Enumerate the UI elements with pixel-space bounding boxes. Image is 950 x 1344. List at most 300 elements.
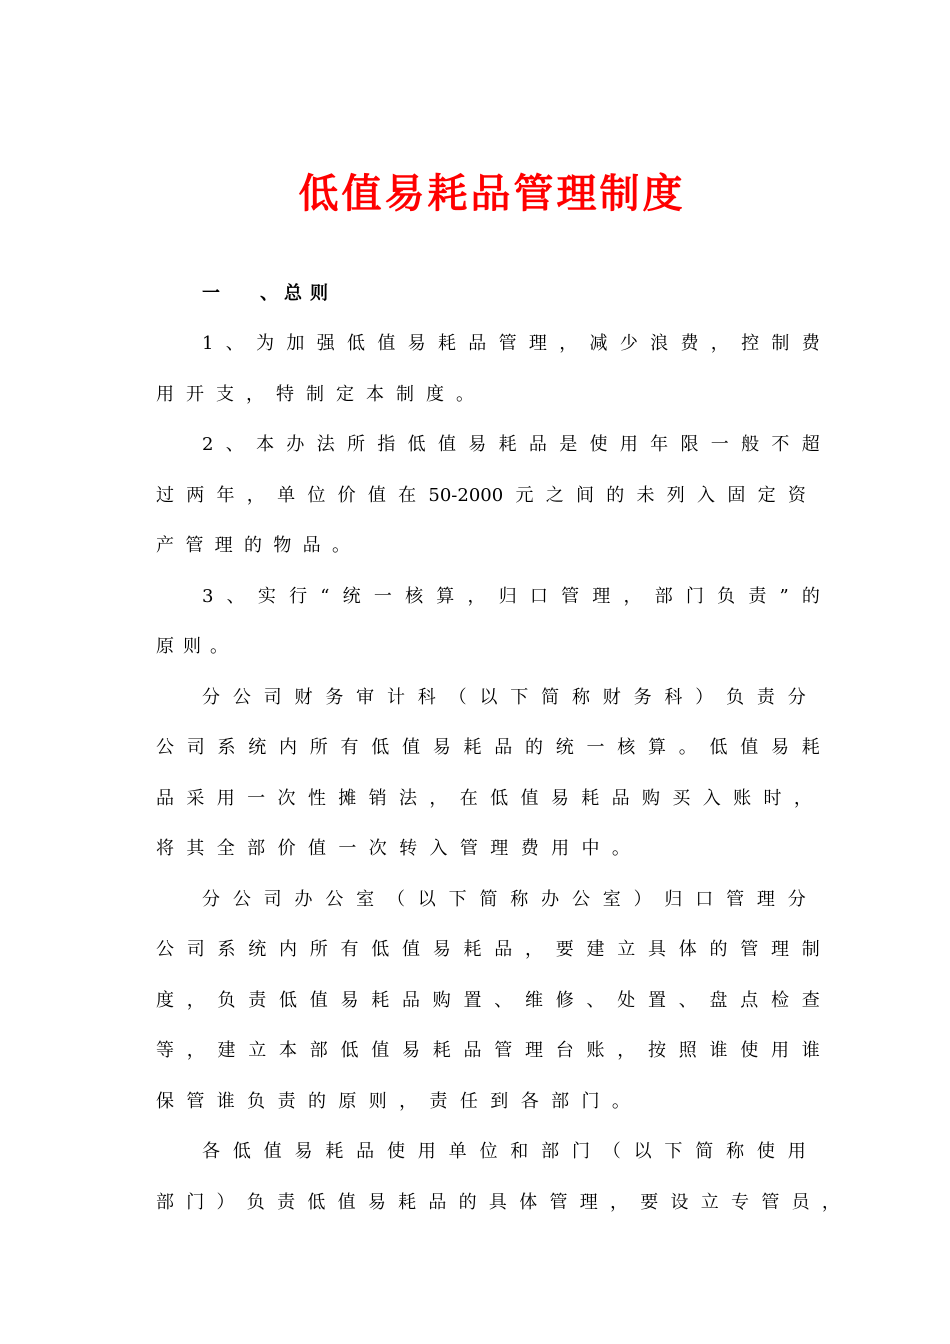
body-char: 责 [429, 1090, 448, 1112]
body-char: 价 [337, 484, 356, 506]
body-char: 立 [617, 939, 636, 960]
body-char: 管 [459, 838, 478, 859]
body-char: 建 [586, 939, 605, 960]
body-char: 部 [309, 1040, 328, 1061]
body-char: 室 [602, 888, 621, 910]
body-char: ， [710, 333, 729, 354]
body-char: 算 [436, 585, 455, 607]
body-char: 单 [277, 484, 296, 506]
body-char: 管 [186, 1090, 205, 1112]
body-char: 系 [217, 737, 236, 758]
body-char: 算 [648, 737, 666, 758]
body-char: 财 [294, 686, 313, 708]
body-char: 理 [592, 585, 611, 607]
body-char: 置 [463, 989, 482, 1011]
body-char: 全 [216, 838, 235, 859]
body-char: 所 [309, 939, 328, 960]
body-line [156, 835, 630, 863]
body-char: 则 [368, 1090, 387, 1112]
body-char: 定 [757, 484, 776, 506]
body-char: 和 [510, 1141, 529, 1162]
body-char: 实 [257, 585, 276, 607]
body-char: 行 [289, 585, 308, 607]
body-line [156, 785, 812, 813]
body-char: 入 [697, 484, 716, 506]
body-char: 理 [771, 939, 789, 960]
body-line [156, 532, 350, 560]
body-char: ， [246, 383, 264, 405]
body-char: 财 [602, 686, 621, 708]
body-char: 元 [515, 484, 534, 506]
body-char: 低 [371, 939, 390, 960]
body-char: 要 [555, 939, 574, 960]
body-char: 一 [586, 737, 605, 758]
body-char: 减 [589, 333, 608, 354]
body-char: 一 [338, 838, 357, 859]
body-char: 公 [571, 888, 590, 910]
body-char: 转 [399, 838, 418, 859]
body-char: 专 [731, 1191, 750, 1213]
section-separator: 、 [260, 283, 278, 304]
body-char: 次 [277, 787, 296, 809]
body-char: 谁 [709, 1040, 728, 1061]
body-char: 本 [279, 1040, 297, 1061]
body-char: 的 [801, 585, 820, 607]
body-char: 浪 [650, 333, 669, 354]
body-char: 用 [156, 383, 174, 405]
body-char: 耗 [437, 333, 456, 354]
body-char: 的 [458, 1191, 477, 1213]
body-char: ） [695, 686, 714, 708]
body-char: 各 [520, 1090, 539, 1112]
body-char: 统 [342, 585, 361, 607]
body-char: 品 [528, 434, 547, 455]
body-char: 盘 [709, 989, 728, 1011]
body-char: 理 [214, 535, 233, 556]
body-char: ， [617, 1040, 636, 1061]
body-char: 。 [210, 636, 228, 657]
body-char: 销 [368, 787, 387, 809]
body-char: 称 [571, 686, 590, 708]
body-char: 使 [589, 434, 608, 455]
body-char: 易 [771, 737, 789, 758]
body-char: 一 [373, 585, 392, 607]
body-char: 科 [417, 686, 436, 708]
body-char: 理 [579, 1191, 598, 1213]
body-line [156, 1037, 820, 1065]
body-char: 部 [654, 585, 673, 607]
body-char: 分 [787, 686, 806, 708]
body-char: 任 [459, 1090, 478, 1112]
body-char: 本 [366, 383, 384, 405]
body-char: 耗 [463, 939, 482, 960]
body-char: 室 [356, 888, 375, 910]
body-char: 耗 [398, 1191, 417, 1213]
body-char: 耗 [581, 787, 600, 809]
body-line [202, 583, 820, 611]
body-char: 易 [407, 333, 426, 354]
body-char: 办 [541, 888, 560, 910]
body-char: 。 [456, 383, 474, 405]
body-char: 统 [248, 939, 267, 960]
body-char: 、 [226, 585, 245, 607]
body-char: 用 [787, 1141, 806, 1162]
body-char: 低 [307, 1191, 326, 1213]
body-char: 买 [672, 787, 691, 809]
body-char: 办 [286, 434, 305, 455]
body-char: 用 [551, 838, 570, 859]
body-char: 立 [700, 1191, 719, 1213]
body-char: 简 [479, 888, 498, 910]
body-char: 统 [248, 737, 267, 758]
body-char: 员 [791, 1191, 810, 1213]
body-char: 负 [217, 989, 236, 1011]
body-char: 定 [336, 383, 354, 405]
body-char: 年 [650, 434, 669, 455]
body-char: 部 [551, 1090, 570, 1112]
body-char: 的 [606, 484, 625, 506]
body-char: ， [525, 939, 543, 960]
body-char: 责 [277, 1191, 296, 1213]
body-line [156, 381, 474, 409]
body-char: 费 [801, 333, 820, 354]
body-char: 公 [232, 888, 251, 910]
body-char: 次 [368, 838, 387, 859]
body-char: 责 [248, 989, 267, 1011]
body-char: 门 [186, 1191, 205, 1213]
body-char: 耗 [463, 737, 482, 758]
body-char: 不 [771, 434, 790, 455]
body-char: 耗 [325, 1141, 344, 1162]
body-char: 值 [402, 939, 420, 960]
body-char: 制 [396, 383, 414, 405]
body-char: ， [186, 989, 205, 1011]
body-char: 司 [263, 686, 282, 708]
body-char: 称 [726, 1141, 745, 1162]
body-char: 所 [309, 737, 328, 758]
body-char: 物 [273, 535, 292, 556]
body-line [156, 1088, 630, 1116]
body-char: ， [467, 585, 486, 607]
body-char: 3 [202, 585, 214, 607]
body-char: 务 [633, 686, 652, 708]
body-char: 、 [225, 333, 244, 354]
body-char: 点 [740, 989, 759, 1011]
body-char: 购 [642, 787, 660, 809]
body-char: 各 [202, 1141, 220, 1162]
body-char: 计 [386, 686, 405, 708]
body-char: 下 [664, 1141, 683, 1162]
body-char: ” [779, 585, 789, 607]
body-char: 位 [479, 1141, 498, 1162]
section-heading-general [202, 280, 336, 308]
body-char: 本 [256, 434, 275, 455]
body-char: 制 [306, 383, 324, 405]
body-char: 内 [279, 939, 297, 960]
body-char: 值 [402, 737, 420, 758]
body-char: 品 [156, 787, 174, 809]
body-char: 品 [302, 535, 321, 556]
body-char: ， [623, 585, 642, 607]
body-char: 值 [371, 1040, 390, 1061]
body-char: 内 [279, 737, 297, 758]
body-char: 口 [529, 585, 548, 607]
body-char: 值 [367, 484, 386, 506]
body-char: 。 [611, 1090, 630, 1112]
body-char: 检 [771, 989, 789, 1011]
body-char: 制 [771, 333, 790, 354]
body-char: 公 [156, 939, 174, 960]
body-char: 设 [670, 1191, 689, 1213]
body-char: 门 [581, 1090, 600, 1112]
body-char: 原 [156, 636, 174, 657]
body-char: 低 [490, 787, 509, 809]
body-char: 体 [678, 939, 697, 960]
body-char: 低 [347, 333, 366, 354]
body-char: 时 [763, 787, 782, 809]
body-char: 入 [702, 787, 721, 809]
body-char: 易 [550, 787, 569, 809]
body-char: 负 [246, 1191, 265, 1213]
body-char: 性 [307, 787, 326, 809]
body-char: 账 [733, 787, 752, 809]
body-char: 低 [279, 989, 297, 1011]
body-char: 品 [494, 737, 513, 758]
body-char: 50-2000 [428, 484, 504, 506]
body-char: 管 [726, 888, 745, 910]
body-char: 司 [186, 737, 205, 758]
body-char: 低 [340, 1040, 359, 1061]
body-char: 易 [294, 1141, 313, 1162]
body-char: 低 [371, 737, 390, 758]
body-line [156, 987, 820, 1015]
body-char: 建 [217, 1040, 236, 1061]
body-char: 到 [490, 1090, 509, 1112]
body-char: 办 [294, 888, 313, 910]
body-char: 谁 [216, 1090, 235, 1112]
body-char: 置 [648, 989, 666, 1011]
body-char: 易 [468, 434, 487, 455]
body-char: 易 [432, 737, 451, 758]
body-char: 以 [633, 1141, 652, 1162]
body-char: 分 [787, 888, 806, 910]
body-char: 品 [428, 1191, 447, 1213]
body-char: 负 [717, 585, 736, 607]
body-char: 修 [555, 989, 574, 1011]
body-char: 用 [619, 434, 638, 455]
body-char: 限 [680, 434, 699, 455]
body-char: 费 [520, 838, 539, 859]
body-char: 下 [510, 686, 529, 708]
body-char: 管 [494, 1040, 513, 1061]
body-char: （ [448, 686, 467, 708]
body-char: 指 [377, 434, 396, 455]
body-char: 特 [276, 383, 294, 405]
body-char: 品 [463, 1040, 482, 1061]
body-char: 价 [277, 838, 296, 859]
body-char: 、 [225, 434, 244, 455]
body-char: 支 [216, 383, 234, 405]
body-char: 度 [426, 383, 444, 405]
body-char: 耗 [801, 737, 820, 758]
body-char: 未 [636, 484, 655, 506]
body-char: 产 [156, 535, 174, 556]
body-char: 核 [617, 737, 636, 758]
body-char: 理 [490, 838, 509, 859]
body-char: 单 [448, 1141, 467, 1162]
body-char: 口 [695, 888, 714, 910]
body-char: 则 [183, 636, 201, 657]
body-char: 司 [263, 888, 282, 910]
body-char: 公 [232, 686, 251, 708]
body-char: 2 [202, 434, 214, 455]
body-char: 理 [528, 333, 547, 354]
body-char: 少 [619, 333, 638, 354]
body-char: 。 [331, 535, 350, 556]
body-char: 在 [398, 484, 417, 506]
body-char: 低 [407, 434, 426, 455]
body-char: 制 [801, 939, 820, 960]
body-char: 维 [525, 989, 543, 1011]
body-char: 账 [586, 1040, 605, 1061]
body-char: 查 [801, 989, 820, 1011]
body-char: 要 [640, 1191, 659, 1213]
body-char: 的 [243, 535, 262, 556]
body-line [202, 1138, 806, 1166]
body-char: 管 [561, 585, 580, 607]
body-char: 在 [459, 787, 478, 809]
body-char: 管 [498, 333, 517, 354]
body-char: 原 [338, 1090, 357, 1112]
body-char: 归 [664, 888, 683, 910]
body-line [156, 1189, 840, 1217]
body-char: 将 [156, 838, 174, 859]
body-char: 易 [340, 989, 359, 1011]
body-char: 超 [801, 434, 820, 455]
body-char: （ [602, 1141, 621, 1162]
body-char: 管 [549, 1191, 568, 1213]
body-char: 谁 [801, 1040, 820, 1061]
body-char: 耗 [371, 989, 390, 1011]
body-char: 部 [247, 838, 266, 859]
body-char: ） [633, 888, 652, 910]
body-line [202, 886, 806, 914]
body-char: 司 [186, 939, 205, 960]
body-char: 具 [488, 1191, 507, 1213]
body-char: 资 [787, 484, 806, 506]
body-char: 等 [156, 1040, 174, 1061]
body-char: 管 [740, 939, 759, 960]
body-char: 使 [756, 1141, 775, 1162]
body-char: 、 [586, 989, 605, 1011]
body-char: 其 [186, 838, 205, 859]
body-char: 体 [519, 1191, 538, 1213]
body-char: 过 [156, 484, 174, 506]
body-char: 审 [356, 686, 375, 708]
body-char: 加 [286, 333, 305, 354]
body-char: 易 [402, 1040, 420, 1061]
body-char: （ [386, 888, 405, 910]
body-char: 值 [337, 1191, 356, 1213]
body-char: 一 [710, 434, 729, 455]
body-char: 易 [367, 1191, 386, 1213]
body-char: ， [559, 333, 578, 354]
body-char: 值 [309, 989, 328, 1011]
section-number: 一 [202, 283, 220, 304]
body-char: 处 [617, 989, 636, 1011]
body-line [202, 330, 820, 358]
body-char: 以 [417, 888, 436, 910]
body-char: 用 [417, 1141, 436, 1162]
body-char: “ [320, 585, 330, 607]
body-char: ， [429, 787, 448, 809]
document-title: 低值易耗品管理制度 [298, 171, 686, 217]
body-line [202, 684, 806, 712]
body-char: 使 [740, 1040, 759, 1061]
body-char: ， [609, 1191, 628, 1213]
body-char: 有 [340, 939, 359, 960]
body-char: 耗 [498, 434, 517, 455]
body-line [156, 633, 228, 661]
body-char: ， [399, 1090, 418, 1112]
body-char: 间 [575, 484, 594, 506]
body-char: 归 [498, 585, 517, 607]
body-char: 台 [555, 1040, 574, 1061]
body-char: 使 [386, 1141, 405, 1162]
body-char: 品 [468, 333, 487, 354]
body-char: 责 [748, 585, 767, 607]
body-line [156, 482, 806, 510]
body-char: 低 [709, 737, 728, 758]
body-char: 科 [664, 686, 683, 708]
body-char: 理 [756, 888, 775, 910]
body-char: 强 [316, 333, 335, 354]
body-char: 分 [202, 686, 220, 708]
body-char: 度 [156, 989, 174, 1011]
body-char: 。 [678, 737, 697, 758]
body-char: 摊 [338, 787, 357, 809]
body-char: 公 [325, 888, 344, 910]
body-char: 简 [695, 1141, 714, 1162]
body-char: ， [793, 787, 812, 809]
body-char: 耗 [432, 1040, 451, 1061]
body-char: 品 [402, 989, 420, 1011]
body-char: 一 [247, 787, 266, 809]
body-char: 低 [232, 1141, 251, 1162]
body-char: 。 [611, 838, 630, 859]
body-char: 部 [156, 1191, 174, 1213]
body-char: 之 [545, 484, 564, 506]
body-char: 称 [510, 888, 529, 910]
body-char: 入 [429, 838, 448, 859]
body-char: ， [186, 1040, 205, 1061]
body-char: 购 [432, 989, 451, 1011]
body-char: 值 [307, 838, 326, 859]
body-char: 采 [186, 787, 205, 809]
body-char: 部 [541, 1141, 560, 1162]
body-char: 分 [202, 888, 220, 910]
section-heading-text: 总则 [284, 283, 336, 304]
body-char: 的 [709, 939, 728, 960]
body-line [202, 431, 820, 459]
body-char: 公 [156, 737, 174, 758]
body-char: 值 [520, 787, 539, 809]
body-char: 控 [741, 333, 760, 354]
body-char: 法 [399, 787, 417, 809]
body-char: 负 [247, 1090, 266, 1112]
body-char: 为 [256, 333, 275, 354]
body-char: 值 [437, 434, 456, 455]
